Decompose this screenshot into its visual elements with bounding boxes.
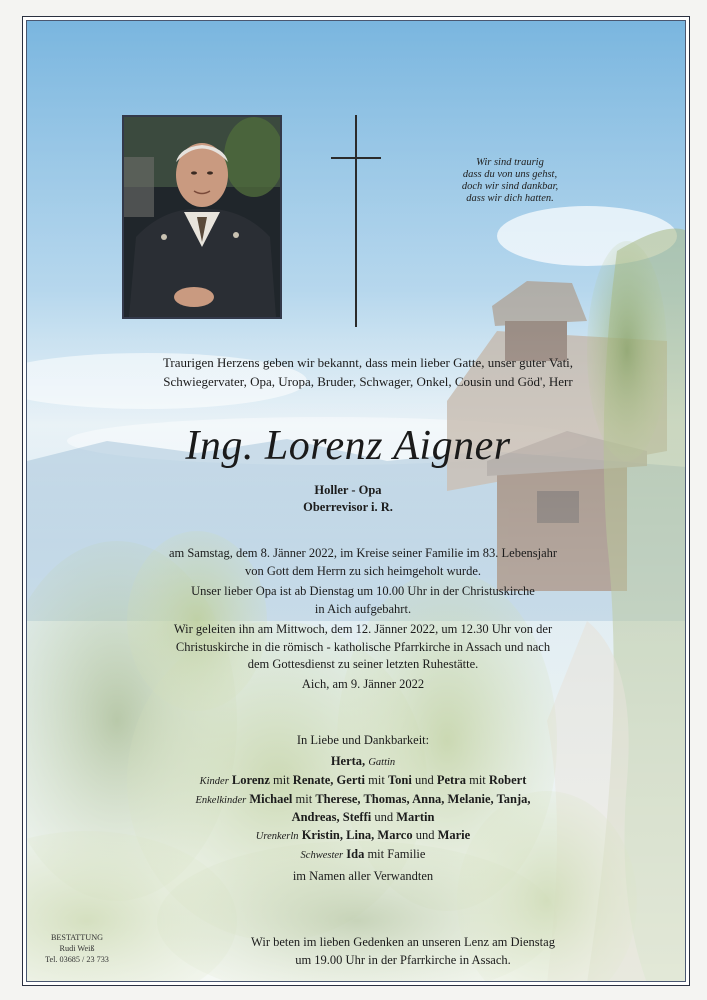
grandchild-name: Martin — [396, 810, 435, 824]
death-line: von Gott dem Herrn zu sich heimgeholt wurde. — [244, 563, 482, 578]
connector: und — [414, 773, 434, 787]
connector: mit — [273, 773, 290, 787]
death-line: am Samstag, dem 8. Jänner 2022, im Kreise seiner Familie im 83. Lebensjahr — [168, 546, 558, 560]
funeral-line: Christuskirche in die römisch - katholische Pfarrkirche in Assach und nach — [175, 639, 551, 654]
great-grandchildren-role: Urenkerln — [255, 831, 299, 842]
connector: mit — [469, 773, 486, 787]
viewing-line: in Aich aufgebahrt. — [314, 601, 412, 616]
child-name: Lorenz — [231, 773, 270, 787]
child-name: Petra — [436, 773, 466, 787]
connector: und — [415, 828, 435, 842]
family-relatives: im Namen aller Verwandten — [292, 869, 434, 883]
undertaker-line: Tel. 03685 / 23 733 — [45, 955, 109, 964]
thanks-heading: In Liebe und Dankbarkeit: — [296, 733, 430, 747]
sister-role: Schwester — [300, 850, 344, 861]
family-spouse — [63, 752, 663, 772]
intro-line: Traurigen Herzens geben wir bekannt, dass mein lieber Gatte, unser guter Vati, — [162, 355, 574, 370]
child-partner: Toni — [387, 773, 412, 787]
quote-line: dass wir dich hatten. — [466, 193, 554, 204]
child-partner: Robert — [488, 773, 527, 787]
child-name: Gerti — [336, 773, 366, 787]
deceased-titles — [63, 482, 633, 516]
viewing-line: Unser lieber Opa ist ab Dienstag um 10.00 Uhr in der Christuskirche — [191, 584, 535, 598]
sister-rest: mit Familie — [367, 847, 426, 861]
cross-icon — [331, 115, 383, 327]
sister-name: Ida — [346, 847, 365, 861]
spouse-name: Herta, — [330, 754, 366, 768]
connector: mit — [295, 792, 313, 806]
child-partner: Renate, — [292, 773, 334, 787]
undertaker-info — [31, 932, 123, 965]
closing-line: um 19.00 Uhr in der Pfarrkirche in Assach. — [295, 953, 511, 967]
intro-line: Schwiegervater, Opa, Uropa, Bruder, Schwager, Onkel, Cousin und Göd', Herr — [163, 374, 573, 389]
quote — [405, 157, 615, 205]
profession: Oberrevisor i. R. — [303, 500, 393, 514]
funeral-line: dem Gottesdienst zu seiner letzten Ruhestätte. — [247, 657, 479, 671]
grandchild-names: Therese, Thomas, Anna, Melanie, Tanja, — [315, 792, 531, 806]
quote-line: doch wir sind dankbar, — [461, 181, 559, 192]
grandchildren-role: Enkelkinder — [195, 795, 247, 806]
deceased-name: Ing. Lorenz Aigner — [185, 423, 511, 469]
closing-line: Wir beten im lieben Gedenken an unseren Lenz am Dienstag — [251, 935, 555, 949]
quote-line: Wir sind traurig — [476, 157, 544, 168]
family-great-grandchildren — [63, 826, 663, 846]
connector: und — [374, 810, 394, 824]
death-notice — [63, 545, 663, 580]
undertaker-line: BESTATTUNG — [50, 933, 104, 942]
undertaker-line: Rudi Weiß — [59, 944, 95, 953]
viewing-notice — [63, 583, 663, 618]
grandchild-names: Andreas, Steffi — [291, 810, 372, 824]
portrait-man-illustration — [124, 117, 280, 317]
funeral-notice — [63, 621, 663, 674]
portrait-photo — [122, 115, 282, 319]
funeral-line: Wir geleiten ihn am Mittwoch, dem 12. Jänner 2022, um 12.30 Uhr von der — [173, 622, 553, 636]
connector: mit — [368, 773, 385, 787]
quote-line: dass du von uns gehst, — [462, 169, 558, 180]
great-grandchild-name: Marie — [437, 828, 471, 842]
family-grandchildren-continued — [63, 808, 663, 826]
announcement-intro — [63, 353, 673, 391]
family-grandchildren — [63, 790, 663, 810]
nickname: Holler - Opa — [314, 483, 382, 497]
memorial-card — [22, 16, 690, 986]
children-role: Kinder — [199, 776, 229, 787]
family-sister — [63, 845, 663, 865]
grandchild-name: Michael — [249, 792, 293, 806]
spouse-role: Gattin — [368, 757, 396, 768]
place-date: Aich, am 9. Jänner 2022 — [301, 677, 425, 691]
closing-notice — [163, 933, 643, 969]
family-children — [63, 771, 663, 791]
great-grandchild-names: Kristin, Lina, Marco — [301, 828, 413, 842]
